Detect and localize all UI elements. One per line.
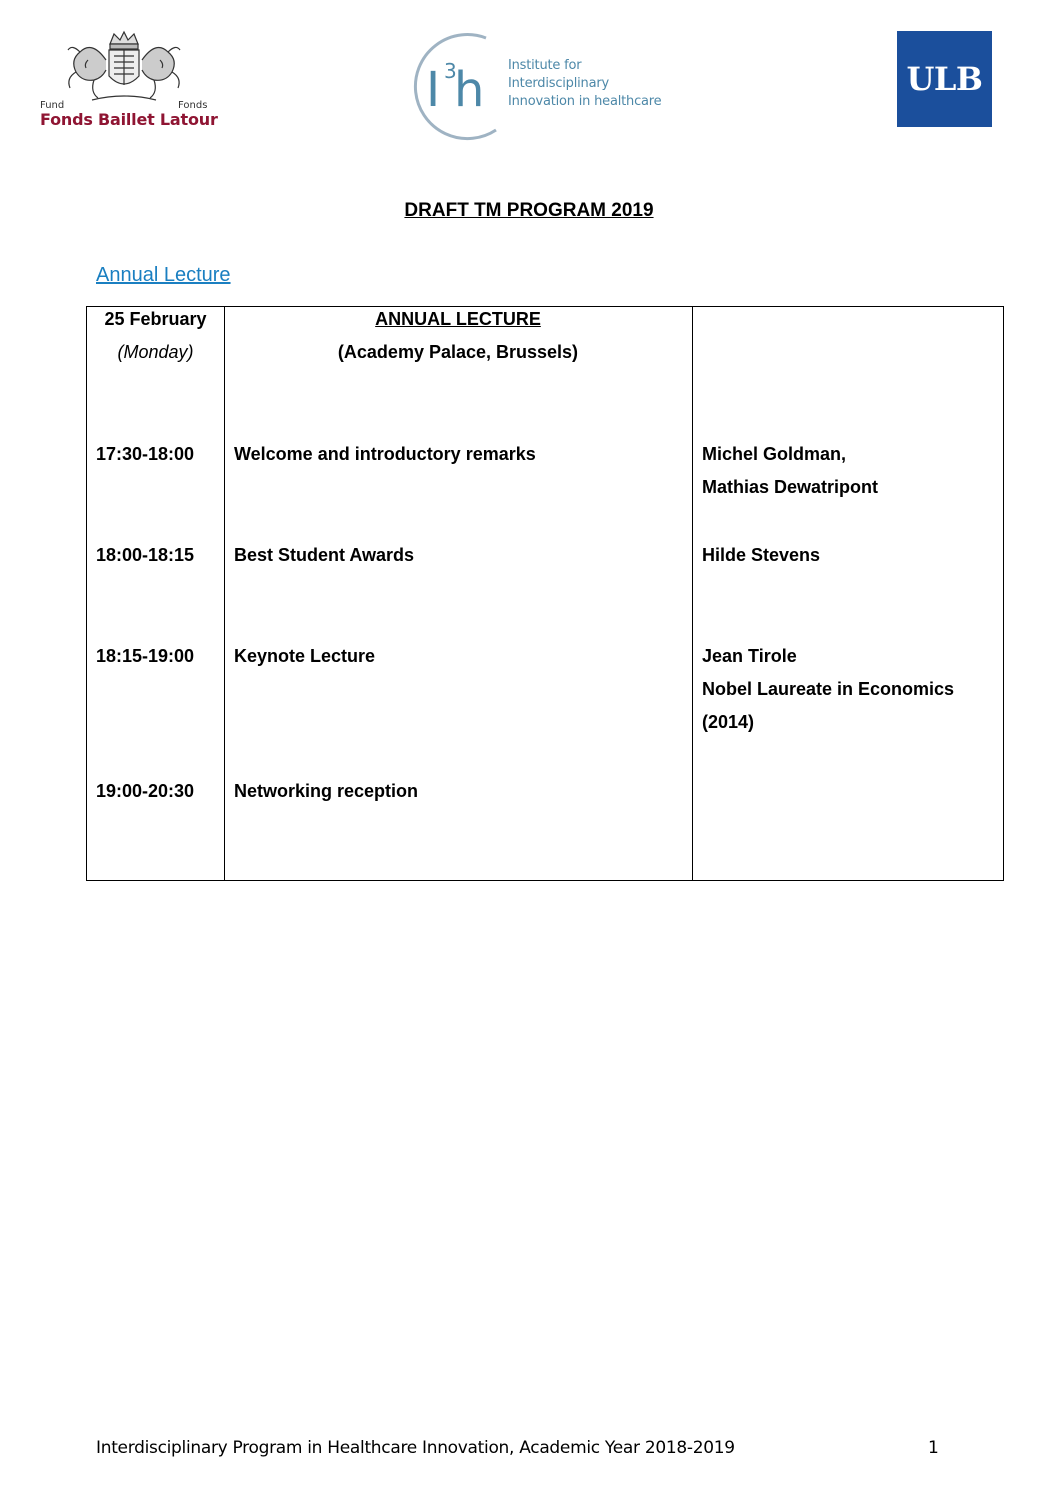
event-title: ANNUAL LECTURE bbox=[375, 309, 541, 329]
svg-text:h: h bbox=[454, 62, 485, 118]
row-speaker: Michel Goldman, bbox=[702, 444, 847, 464]
row-time: 18:15-19:00 bbox=[96, 646, 195, 666]
i3h-tagline-line-1: Institute for bbox=[508, 58, 582, 73]
row-speaker: (2014) bbox=[702, 712, 755, 732]
i3h-tagline-line-2: Interdisciplinary bbox=[508, 76, 609, 91]
row-activity: Welcome and introductory remarks bbox=[234, 444, 536, 464]
row-activity: Best Student Awards bbox=[234, 545, 415, 565]
row-activity: Keynote Lecture bbox=[234, 646, 376, 666]
row-time: 19:00-20:30 bbox=[96, 781, 195, 801]
column-divider bbox=[692, 307, 693, 880]
svg-text:3: 3 bbox=[444, 59, 457, 83]
fonds-baillet-latour-logo bbox=[36, 30, 218, 130]
i3h-tagline-line-3: Innovation in healthcare bbox=[508, 94, 662, 109]
fund-label: Fund bbox=[40, 100, 65, 111]
row-speaker: Mathias Dewatripont bbox=[702, 477, 879, 497]
section-heading-annual-lecture[interactable]: Annual Lecture bbox=[96, 264, 231, 286]
i3h-logo bbox=[400, 26, 670, 144]
page-footer: Interdisciplinary Program in Healthcare Innovation, Academic Year 2018-2019 bbox=[96, 1438, 735, 1458]
row-speaker: Nobel Laureate in Economics bbox=[702, 679, 955, 699]
row-activity: Networking reception bbox=[234, 781, 419, 801]
program-date: 25 February bbox=[104, 309, 207, 329]
svg-text:I: I bbox=[426, 62, 441, 118]
page-number: 1 bbox=[928, 1438, 939, 1458]
column-divider bbox=[224, 307, 225, 880]
coat-of-arms-icon bbox=[62, 30, 186, 106]
ulb-logo bbox=[897, 31, 992, 127]
ulb-logo-text: ULB bbox=[906, 60, 983, 98]
row-speaker: Jean Tirole bbox=[702, 646, 797, 666]
program-weekday: (Monday) bbox=[117, 342, 194, 362]
row-time: 18:00-18:15 bbox=[96, 545, 195, 565]
i3h-arc-mark-icon bbox=[400, 26, 504, 144]
row-speaker: Hilde Stevens bbox=[702, 545, 821, 565]
event-venue: (Academy Palace, Brussels) bbox=[337, 342, 579, 362]
row-time: 17:30-18:00 bbox=[96, 444, 195, 464]
program-table bbox=[86, 306, 1004, 881]
document-title: DRAFT TM PROGRAM 2019 bbox=[404, 200, 654, 221]
fonds-baillet-latour-name: Fonds Baillet Latour bbox=[40, 110, 218, 129]
fonds-label: Fonds bbox=[178, 100, 208, 111]
